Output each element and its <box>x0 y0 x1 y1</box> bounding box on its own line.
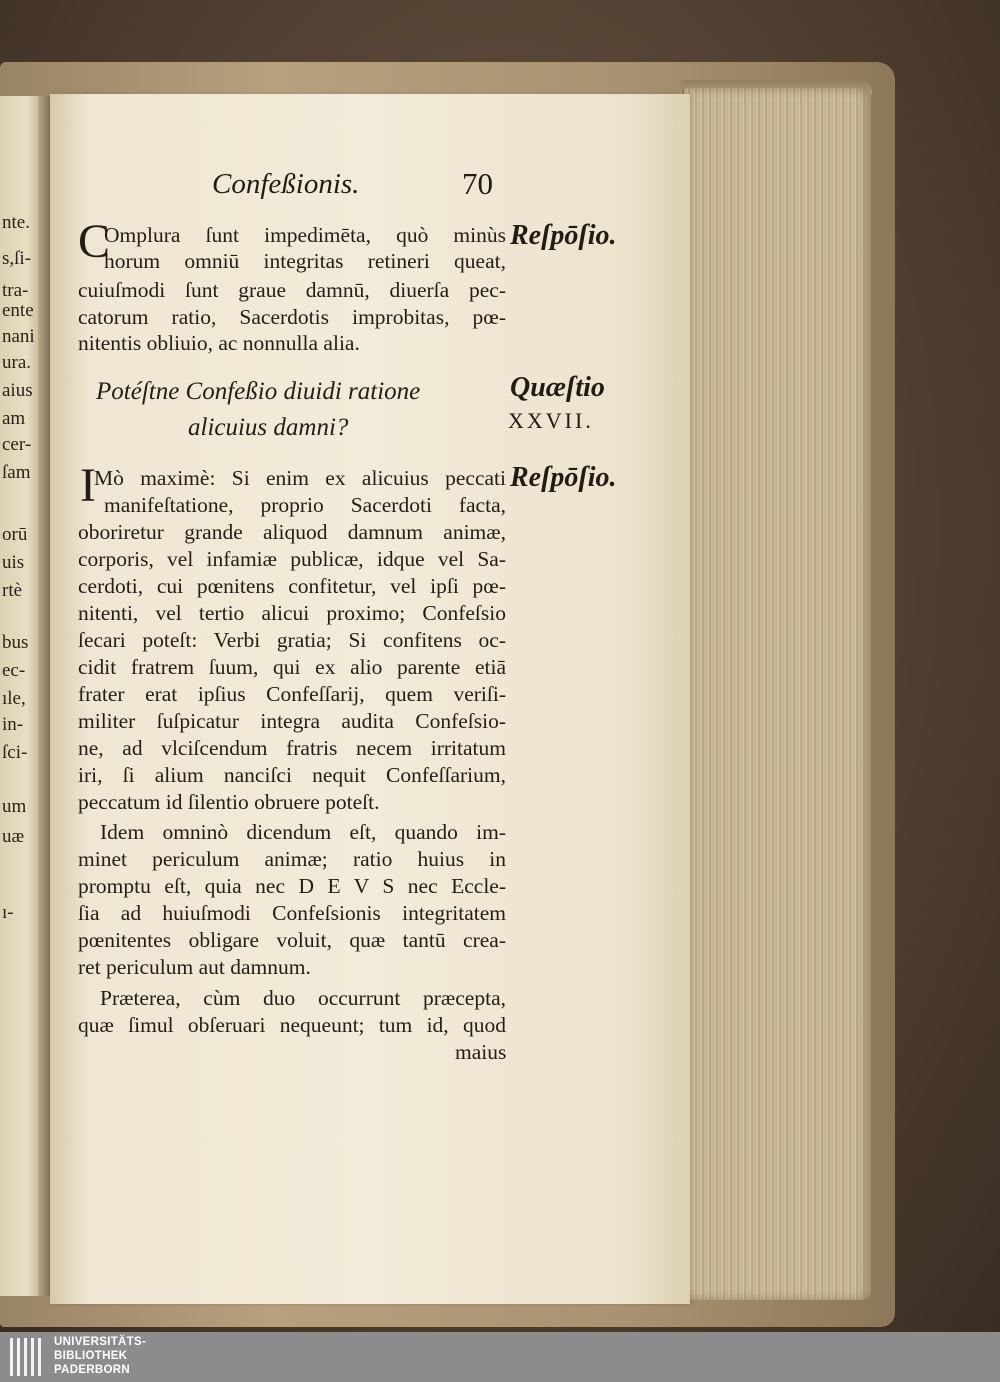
text-line: peccatum id ſilentio obruere poteſt. <box>78 790 380 814</box>
text-line: ret periculum aut damnum. <box>78 955 311 979</box>
text-line: cuiuſmodi ſunt graue damnū, diuerſa pec- <box>78 278 506 302</box>
left-page-text-fragment: ura. <box>2 352 32 373</box>
page-number: 70 <box>462 166 493 201</box>
running-head: Confeßionis. <box>212 168 360 200</box>
text-line: pœnitentes obligare voluit, quæ tantū crea- <box>78 928 506 952</box>
text-line: militer ſuſpicatur integra audita Confeſsio- <box>78 709 506 733</box>
footer-bar <box>0 1332 1000 1382</box>
left-page-text-fragment: aius <box>2 380 33 401</box>
page-edges <box>682 88 872 1300</box>
left-page-text-fragment: nani <box>2 326 35 347</box>
left-page-text-fragment: tra- <box>2 280 29 301</box>
text-line: iri, ſi alium nanciſci nequit Confeſſarium, <box>78 763 506 787</box>
text-line: cerdoti, cui pœnitens confitetur, vel ipſi pœ- <box>78 574 506 598</box>
text-line: cidit fratrem ſuum, qui ex alio parente etiā <box>78 655 506 679</box>
left-page-text-fragment: ec- <box>2 660 26 681</box>
question-heading: alicuius damni? <box>188 414 349 441</box>
left-page-text-fragment: cer- <box>2 434 32 455</box>
left-page-text-fragment: rtè <box>2 580 23 601</box>
left-page-text-fragment: ſam <box>2 462 31 483</box>
left-page-text-fragment: um <box>2 796 27 817</box>
margin-note-quaestio: Quæſtio <box>510 372 605 403</box>
text-line: manifeſtatione, proprio Sacerdoti facta, <box>104 493 506 517</box>
drop-cap: C <box>78 215 111 268</box>
library-name-line: PADERBORN <box>54 1364 130 1376</box>
text-line: nitentis obliuio, ac nonnulla alia. <box>78 331 360 355</box>
left-page-text-fragment: uis <box>2 552 25 573</box>
text-line: ſecari poteſt: Verbi gratia; Si confitens oc- <box>78 628 506 652</box>
text-line: Omplura ſunt impedimēta, quò minùs <box>104 223 506 247</box>
left-page-text-fragment: ſci- <box>2 742 28 763</box>
drop-cap: I <box>80 459 96 512</box>
text-line: corporis, vel infamiæ publicæ, idque vel Sa- <box>78 547 506 571</box>
text-line: ſia ad huiuſmodi Confeſsionis integritatem <box>78 901 506 925</box>
catchword: maius <box>455 1040 507 1064</box>
left-page-text-fragment: orū <box>2 524 28 545</box>
text-line: ne, ad vlciſcendum fratris necem irritatum <box>78 736 506 760</box>
left-page-text-fragment: nte. <box>2 212 30 233</box>
margin-note-responsio: Reſpōſio. <box>510 220 617 251</box>
text-line: horum omniū integritas retineri queat, <box>104 249 506 273</box>
left-page-text-fragment: ıle, <box>2 688 26 709</box>
question-number: XXVII. <box>508 408 594 433</box>
left-page-text-fragment: am <box>2 408 26 429</box>
left-page-text-fragment: in- <box>2 714 24 735</box>
text-line: frater erat ipſius Confeſſarij, quem veriſi- <box>78 682 506 706</box>
library-name-line: UNIVERSITÄTS- <box>54 1336 147 1348</box>
library-name-line: BIBLIOTHEK <box>54 1350 128 1362</box>
left-page-text-fragment: uæ <box>2 826 25 847</box>
text-line: oboriretur grande aliquod damnum animæ, <box>78 520 506 544</box>
left-page-text-fragment: ı- <box>2 902 14 923</box>
left-page-text-fragment: bus <box>2 632 29 653</box>
margin-note-responsio: Reſpōſio. <box>510 462 617 493</box>
text-line: nitenti, vel tertio alicui proximo; Confeſsio <box>78 601 506 625</box>
text-line: Præterea, cùm duo occurrunt præcepta, <box>100 986 506 1010</box>
question-heading: Potéſtne Confeßio diuidi ratione <box>96 378 421 405</box>
text-line: catorum ratio, Sacerdotis improbitas, pœ- <box>78 305 506 329</box>
left-page-text-fragment: s,ſi- <box>2 248 32 269</box>
library-logo-icon <box>10 1338 46 1376</box>
text-line: Idem omninò dicendum eſt, quando im- <box>100 820 506 844</box>
library-name <box>54 1335 146 1377</box>
text-line: minet periculum animæ; ratio huius in <box>78 847 506 871</box>
text-line: promptu eſt, quia nec D E V S nec Eccle- <box>78 874 506 898</box>
text-line: quæ ſimul obſeruari nequeunt; tum id, quod <box>78 1013 506 1037</box>
left-page-text-fragment: ente <box>2 300 34 321</box>
text-line: Mò maximè: Si enim ex alicuius peccati <box>94 466 506 490</box>
